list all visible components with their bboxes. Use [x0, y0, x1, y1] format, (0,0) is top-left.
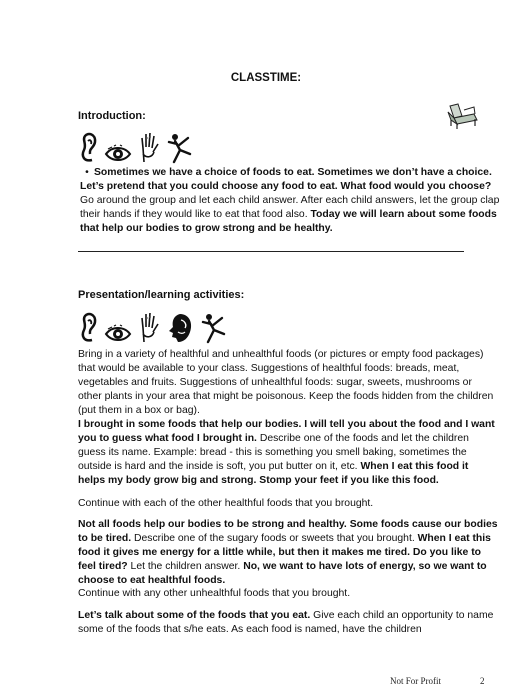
armchair-icon	[444, 102, 480, 135]
bullet: •	[85, 167, 89, 178]
p4-bold-text-2: When I eat this food it gives me energy for a little while, but then it makes me tired. Do you like to feel tired?	[78, 533, 491, 572]
introduction-paragraph	[80, 166, 506, 236]
introduction-heading: Introduction:	[78, 110, 146, 122]
section-divider	[78, 251, 464, 252]
p6-text: Give each child an opportunity to name some of the foods that s/he eats. As each food is named, have the children	[78, 610, 494, 635]
footer-text: Not For Profit	[390, 676, 442, 686]
p4-text-2: Let the children answer.	[127, 561, 244, 572]
presentation-paragraph-3: Continue with each of the other healthful foods that you brought.	[78, 498, 374, 509]
ear-icon	[78, 312, 98, 344]
p4-text: Describe one of the sugary foods or sweets that you brought.	[131, 533, 418, 544]
presentation-icon-row	[78, 308, 228, 344]
face-profile-icon	[166, 312, 194, 344]
presentation-paragraph-1: Bring in a variety of healthful and unhealthful foods (or pictures or empty food packages) that would be available to your class. Suggestions of healthful foods: breads, meat, vegetables and fruits. Suggestions of unhealthful foods: sugar, sweets, mushrooms or other plants in your area that might be poisonous. Keep the foods hidden from the children (put them in a box or bag).	[78, 349, 494, 416]
eye-icon	[104, 324, 132, 344]
presentation-paragraph-4	[78, 518, 498, 588]
eye-icon	[104, 144, 132, 164]
p4-bold-text: Not all foods help our bodies to be strong and healthy. Some foods cause our bodies to be tired.	[78, 519, 498, 544]
intro-text: Go around the group and let each child answer. After each child answers, let the group clap their hands if they would like to eat that food also.	[80, 195, 500, 220]
p2-bold-text-2: When I eat this food it helps my body grow big and strong. Stomp your feet if you like this food.	[78, 461, 469, 486]
body-movement-icon	[200, 312, 228, 344]
presentation-paragraph-2	[78, 418, 498, 488]
p2-bold-text: I brought in some foods that help our bodies. I will tell you about the food and I want you to guess what food I brought in.	[78, 419, 495, 444]
page-number: 2	[480, 676, 485, 686]
page-title: CLASSTIME:	[230, 72, 302, 84]
body-movement-icon	[166, 132, 194, 164]
presentation-heading: Presentation/learning activities:	[78, 289, 245, 301]
p2-text: Describe one of the foods and let the children guess its name. Example: bread - this is something you smell baking, sometimes the outside is hard and the inside is soft, you put butter on it, etc.	[78, 433, 469, 472]
presentation-paragraph-6	[78, 609, 498, 637]
ear-icon	[78, 132, 98, 164]
hand-icon	[138, 312, 160, 344]
p4-bold-text-3: No, we want to have lots of energy, so we want to choose to eat healthful foods.	[78, 561, 487, 586]
introduction-icon-row	[78, 128, 194, 164]
p6-bold-text: Let’s talk about some of the foods that you eat.	[78, 610, 311, 621]
presentation-paragraph-5: Continue with any other unhealthful foods that you brought.	[78, 588, 351, 599]
hand-icon	[138, 132, 160, 164]
intro-bold-text-2: Today we will learn about some foods that help our bodies to grow strong and be healthy.	[80, 209, 497, 234]
intro-bold-text: Sometimes we have a choice of foods to eat. Sometimes we don’t have a choice. Let’s pretend that you could choose any food to eat. What food would you choose?	[80, 167, 492, 192]
